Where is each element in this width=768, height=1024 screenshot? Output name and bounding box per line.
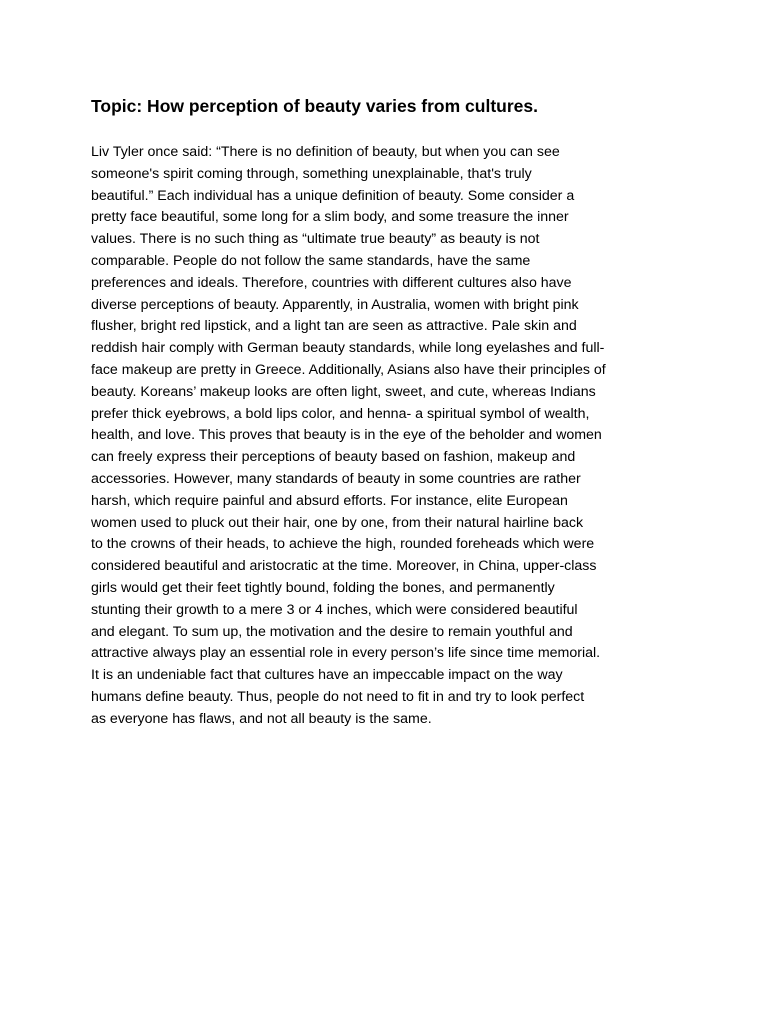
paragraph-line: someone's spirit coming through, something unexplainable, that's truly — [91, 165, 532, 182]
paragraph-line: flusher, bright red lipstick, and a light tan are seen as attractive. Pale skin and — [91, 318, 577, 335]
paragraph-line: as everyone has flaws, and not all beauty is the same. — [91, 710, 432, 727]
paragraph-line: harsh, which require painful and absurd efforts. For instance, elite European — [91, 492, 568, 509]
paragraph-line: diverse perceptions of beauty. Apparently, in Australia, women with bright pink — [91, 296, 579, 313]
paragraph-line: prefer thick eyebrows, a bold lips color, and henna- a spiritual symbol of wealth, — [91, 405, 590, 422]
paragraph-line: stunting their growth to a mere 3 or 4 inches, which were considered beautiful — [91, 601, 578, 618]
paragraph-line: women used to pluck out their hair, one by one, from their natural hairline back — [91, 514, 584, 531]
paragraph-line: and elegant. To sum up, the motivation and the desire to remain youthful and — [91, 623, 573, 640]
paragraph-line: girls would get their feet tightly bound, folding the bones, and permanently — [91, 579, 555, 596]
paragraph-line: Liv Tyler once said: “There is no definition of beauty, but when you can see — [91, 144, 560, 160]
paragraph-line: attractive always play an essential role in every person’s life since time memorial. — [91, 645, 601, 662]
document-title: Topic: How perception of beauty varies from cultures. — [91, 96, 538, 116]
paragraph-line: humans define beauty. Thus, people do not need to fit in and try to look perfect — [91, 688, 585, 705]
paragraph-line: health, and love. This proves that beauty is in the eye of the beholder and women — [91, 427, 602, 444]
paragraph-line: beautiful.” Each individual has a unique definition of beauty. Some consider a — [91, 187, 575, 204]
paragraph-line: can freely express their perceptions of beauty based on fashion, makeup and — [91, 449, 576, 466]
paragraph-line: face makeup are pretty in Greece. Additionally, Asians also have their principles of — [91, 361, 606, 378]
paragraph-line: pretty face beautiful, some long for a slim body, and some treasure the inner — [91, 209, 569, 226]
paragraph-line: to the crowns of their heads, to achieve the high, rounded foreheads which were — [91, 536, 595, 553]
paragraph-line: preferences and ideals. Therefore, countries with different cultures also have — [91, 274, 572, 291]
paragraph-line: beauty. Koreans’ makeup looks are often light, sweet, and cute, whereas Indians — [91, 383, 596, 400]
paragraph-line: accessories. However, many standards of beauty in some countries are rather — [91, 470, 581, 487]
paragraph-line: comparable. People do not follow the same standards, have the same — [91, 252, 531, 269]
essay-paragraph — [91, 142, 689, 731]
paragraph-line: reddish hair comply with German beauty standards, while long eyelashes and full- — [91, 340, 605, 357]
paragraph-line: It is an undeniable fact that cultures have an impeccable impact on the way — [91, 667, 563, 684]
paragraph-line: values. There is no such thing as “ultimate true beauty” as beauty is not — [91, 231, 540, 248]
paragraph-line: considered beautiful and aristocratic at the time. Moreover, in China, upper-class — [91, 558, 597, 575]
